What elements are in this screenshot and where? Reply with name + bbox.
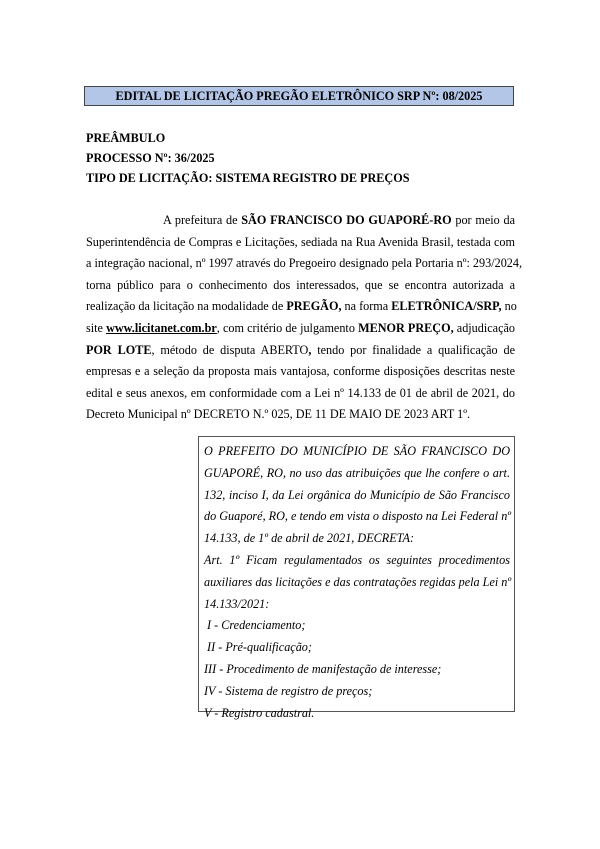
decree-line: do Guaporé, RO, e tendo em vista o disposto na Lei Federal nº <box>204 509 512 524</box>
text-run: , método de disputa ABERTO <box>151 342 309 357</box>
process-number: PROCESSO Nº: 36/2025 <box>86 151 215 165</box>
body-line: Decreto Municipal nº DECRETO N.º 025, DE 11 DE MAIO DE 2023 ART 1º. <box>86 407 471 422</box>
text-run: A prefeitura de <box>163 213 242 227</box>
decree-line: I - Credenciamento; <box>204 618 306 633</box>
body-line: empresas e a seleção da proposta mais vantajosa, conforme disposições descritas neste <box>86 364 515 379</box>
decree-line: II - Pré-qualificação; <box>204 640 312 655</box>
decree-line: Art. 1º Ficam regulamentados os seguintes procedimentos <box>204 552 510 567</box>
decree-line: IV - Sistema de registro de preços; <box>204 683 373 698</box>
body-line <box>86 296 515 318</box>
decree-line: 14.133, de 1º de abril de 2021, DECRETA: <box>204 531 415 546</box>
decree-line: 132, inciso I, da Lei orgânica do Município de São Francisco <box>204 487 510 502</box>
text-run: realização da licitação na modalidade de <box>86 299 287 314</box>
body-line <box>86 318 515 340</box>
judgment-criterion: MENOR PREÇO, <box>358 320 454 335</box>
licitation-type: TIPO DE LICITAÇÃO: SISTEMA REGISTRO DE PREÇOS <box>86 171 410 185</box>
decree-line: O PREFEITO DO MUNICÍPIO DE SÃO FRANCISCO DO <box>204 444 510 458</box>
text-run: , <box>308 342 312 357</box>
body-paragraph <box>86 210 523 426</box>
preamble-block <box>86 128 410 188</box>
edital-title: EDITAL DE LICITAÇÃO PREGÃO ELETRÔNICO SRP Nº: 08/2025 <box>84 86 514 106</box>
body-line: torna público para o conhecimento dos interessados, que se encontra autorizada a <box>86 277 515 292</box>
modality: PREGÃO, <box>286 299 342 314</box>
text-run: na forma <box>341 299 392 314</box>
body-line <box>86 340 515 362</box>
decree-line: III - Procedimento de manifestação de interesse; <box>204 661 442 676</box>
body-line <box>86 210 515 232</box>
municipality-name: SÃO FRANCISCO DO GUAPORÉ-RO <box>241 213 452 227</box>
decree-line: V - Registro cadastral. <box>204 705 315 720</box>
text-run: , com critério de julgamento <box>216 320 359 335</box>
body-line: a integração nacional, nº 1997 através do Pregoeiro designado pela Portaria nº: 293/2024, <box>86 256 523 271</box>
body-line: Superintendência de Compras e Licitações, sediada na Rua Avenida Brasil, testada com <box>86 234 515 249</box>
decree-box <box>198 436 515 720</box>
text-run: site <box>86 320 107 335</box>
site-link[interactable]: www.licitanet.com.br <box>106 320 217 335</box>
decree-line: auxiliares das licitações e das contratações regidas pela Lei nº <box>204 574 512 589</box>
decree-line: GUAPORÉ, RO, no uso das atribuições que lhe confere o art. <box>204 465 510 480</box>
decree-line: 14.133/2021: <box>204 596 270 611</box>
text-run: adjudicação <box>453 320 515 335</box>
lot-mode: POR LOTE <box>86 342 152 357</box>
text-run: no <box>501 299 517 314</box>
preamble-heading: PREÂMBULO <box>86 131 166 145</box>
body-line: edital e seus anexos, em conformidade com a Lei nº 14.133 de 01 de abril de 2021, do <box>86 385 515 400</box>
text-run: tendo por finalidade a qualificação de <box>311 342 515 357</box>
form: ELETRÔNICA/SRP, <box>391 299 502 314</box>
text-run: por meio da <box>451 213 515 227</box>
